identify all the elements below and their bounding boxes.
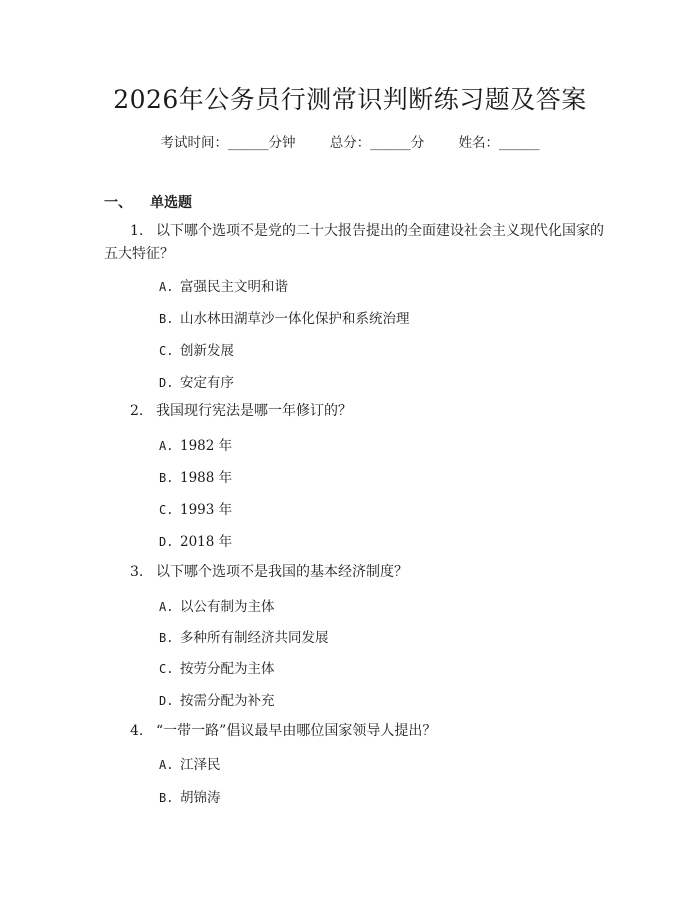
option-text: 江泽民 xyxy=(180,757,221,773)
option-letter: A. xyxy=(159,439,174,453)
section-heading xyxy=(104,192,192,212)
option-3a[interactable] xyxy=(159,595,275,615)
question-text-continued: 五大特征？ xyxy=(104,246,174,262)
option-text: 创新发展 xyxy=(180,343,234,359)
option-letter: C. xyxy=(159,662,174,676)
option-letter: A. xyxy=(159,600,174,614)
option-3b[interactable] xyxy=(159,626,329,646)
name-label: 姓名： xyxy=(458,135,500,151)
option-2c[interactable] xyxy=(159,498,232,518)
name-blank: ______ xyxy=(499,135,540,151)
option-2b[interactable] xyxy=(159,466,232,486)
option-1a[interactable] xyxy=(159,275,288,295)
option-text: 1988 年 xyxy=(180,470,233,486)
option-text: 以公有制为主体 xyxy=(180,599,275,615)
option-letter: D. xyxy=(159,376,174,390)
option-text: 按劳分配为主体 xyxy=(180,661,275,677)
option-text: 富强民主文明和谐 xyxy=(180,279,288,295)
name-field xyxy=(459,135,540,151)
option-4b[interactable] xyxy=(159,786,221,806)
option-text: 安定有序 xyxy=(180,375,234,391)
option-letter: C. xyxy=(159,503,174,517)
total-score-unit: 分 xyxy=(410,135,425,151)
section-number: 一、 xyxy=(104,195,132,211)
section-title: 单选题 xyxy=(150,195,192,211)
option-text: 按需分配为补充 xyxy=(180,693,275,709)
option-letter: A. xyxy=(159,758,174,772)
option-1c[interactable] xyxy=(159,339,234,359)
option-letter: B. xyxy=(159,631,174,645)
question-3 xyxy=(104,561,604,584)
option-letter: A. xyxy=(159,280,174,294)
exam-time-unit: 分钟 xyxy=(268,135,296,151)
option-letter: C. xyxy=(159,344,174,358)
exam-info-line xyxy=(0,131,700,151)
option-3d[interactable] xyxy=(159,689,275,709)
option-text: 2018 年 xyxy=(180,534,233,550)
option-text: 胡锦涛 xyxy=(180,790,221,806)
question-text: 以下哪个选项不是党的二十大报告提出的全面建设社会主义现代化国家的 xyxy=(156,223,604,239)
exam-time-label: 考试时间： xyxy=(160,135,228,151)
document-title: 2026年公务员行测常识判断练习题及答案 xyxy=(113,85,587,114)
option-letter: B. xyxy=(159,312,174,326)
total-score-blank: ______ xyxy=(370,135,411,151)
question-text: “一带一路”倡议最早由哪位国家领导人提出？ xyxy=(156,723,437,739)
option-letter: B. xyxy=(159,791,174,805)
option-letter: D. xyxy=(159,694,174,708)
question-number: 2. xyxy=(130,403,144,419)
option-4a[interactable] xyxy=(159,753,221,773)
option-1d[interactable] xyxy=(159,371,234,391)
exam-time-field xyxy=(160,135,295,151)
question-text: 以下哪个选项不是我国的基本经济制度？ xyxy=(156,564,408,580)
question-number: 1. xyxy=(130,223,144,239)
option-letter: D. xyxy=(159,535,174,549)
option-letter: B. xyxy=(159,471,174,485)
option-2d[interactable] xyxy=(159,530,232,550)
option-text: 多种所有制经济共同发展 xyxy=(180,630,329,646)
option-text: 1982 年 xyxy=(180,438,233,454)
option-2a[interactable] xyxy=(159,434,232,454)
option-text: 山水林田湖草沙一体化保护和系统治理 xyxy=(180,311,410,327)
option-text: 1993 年 xyxy=(180,502,233,518)
question-4 xyxy=(104,720,604,743)
question-number: 3. xyxy=(130,564,144,580)
question-number: 4. xyxy=(130,723,144,739)
total-score-label: 总分： xyxy=(329,135,371,151)
total-score-field xyxy=(330,135,425,151)
question-text: 我国现行宪法是哪一年修订的？ xyxy=(156,403,352,419)
question-2 xyxy=(104,400,604,423)
question-1 xyxy=(104,220,604,266)
option-1b[interactable] xyxy=(159,307,410,327)
exam-time-blank: ______ xyxy=(227,135,269,151)
option-3c[interactable] xyxy=(159,657,275,677)
